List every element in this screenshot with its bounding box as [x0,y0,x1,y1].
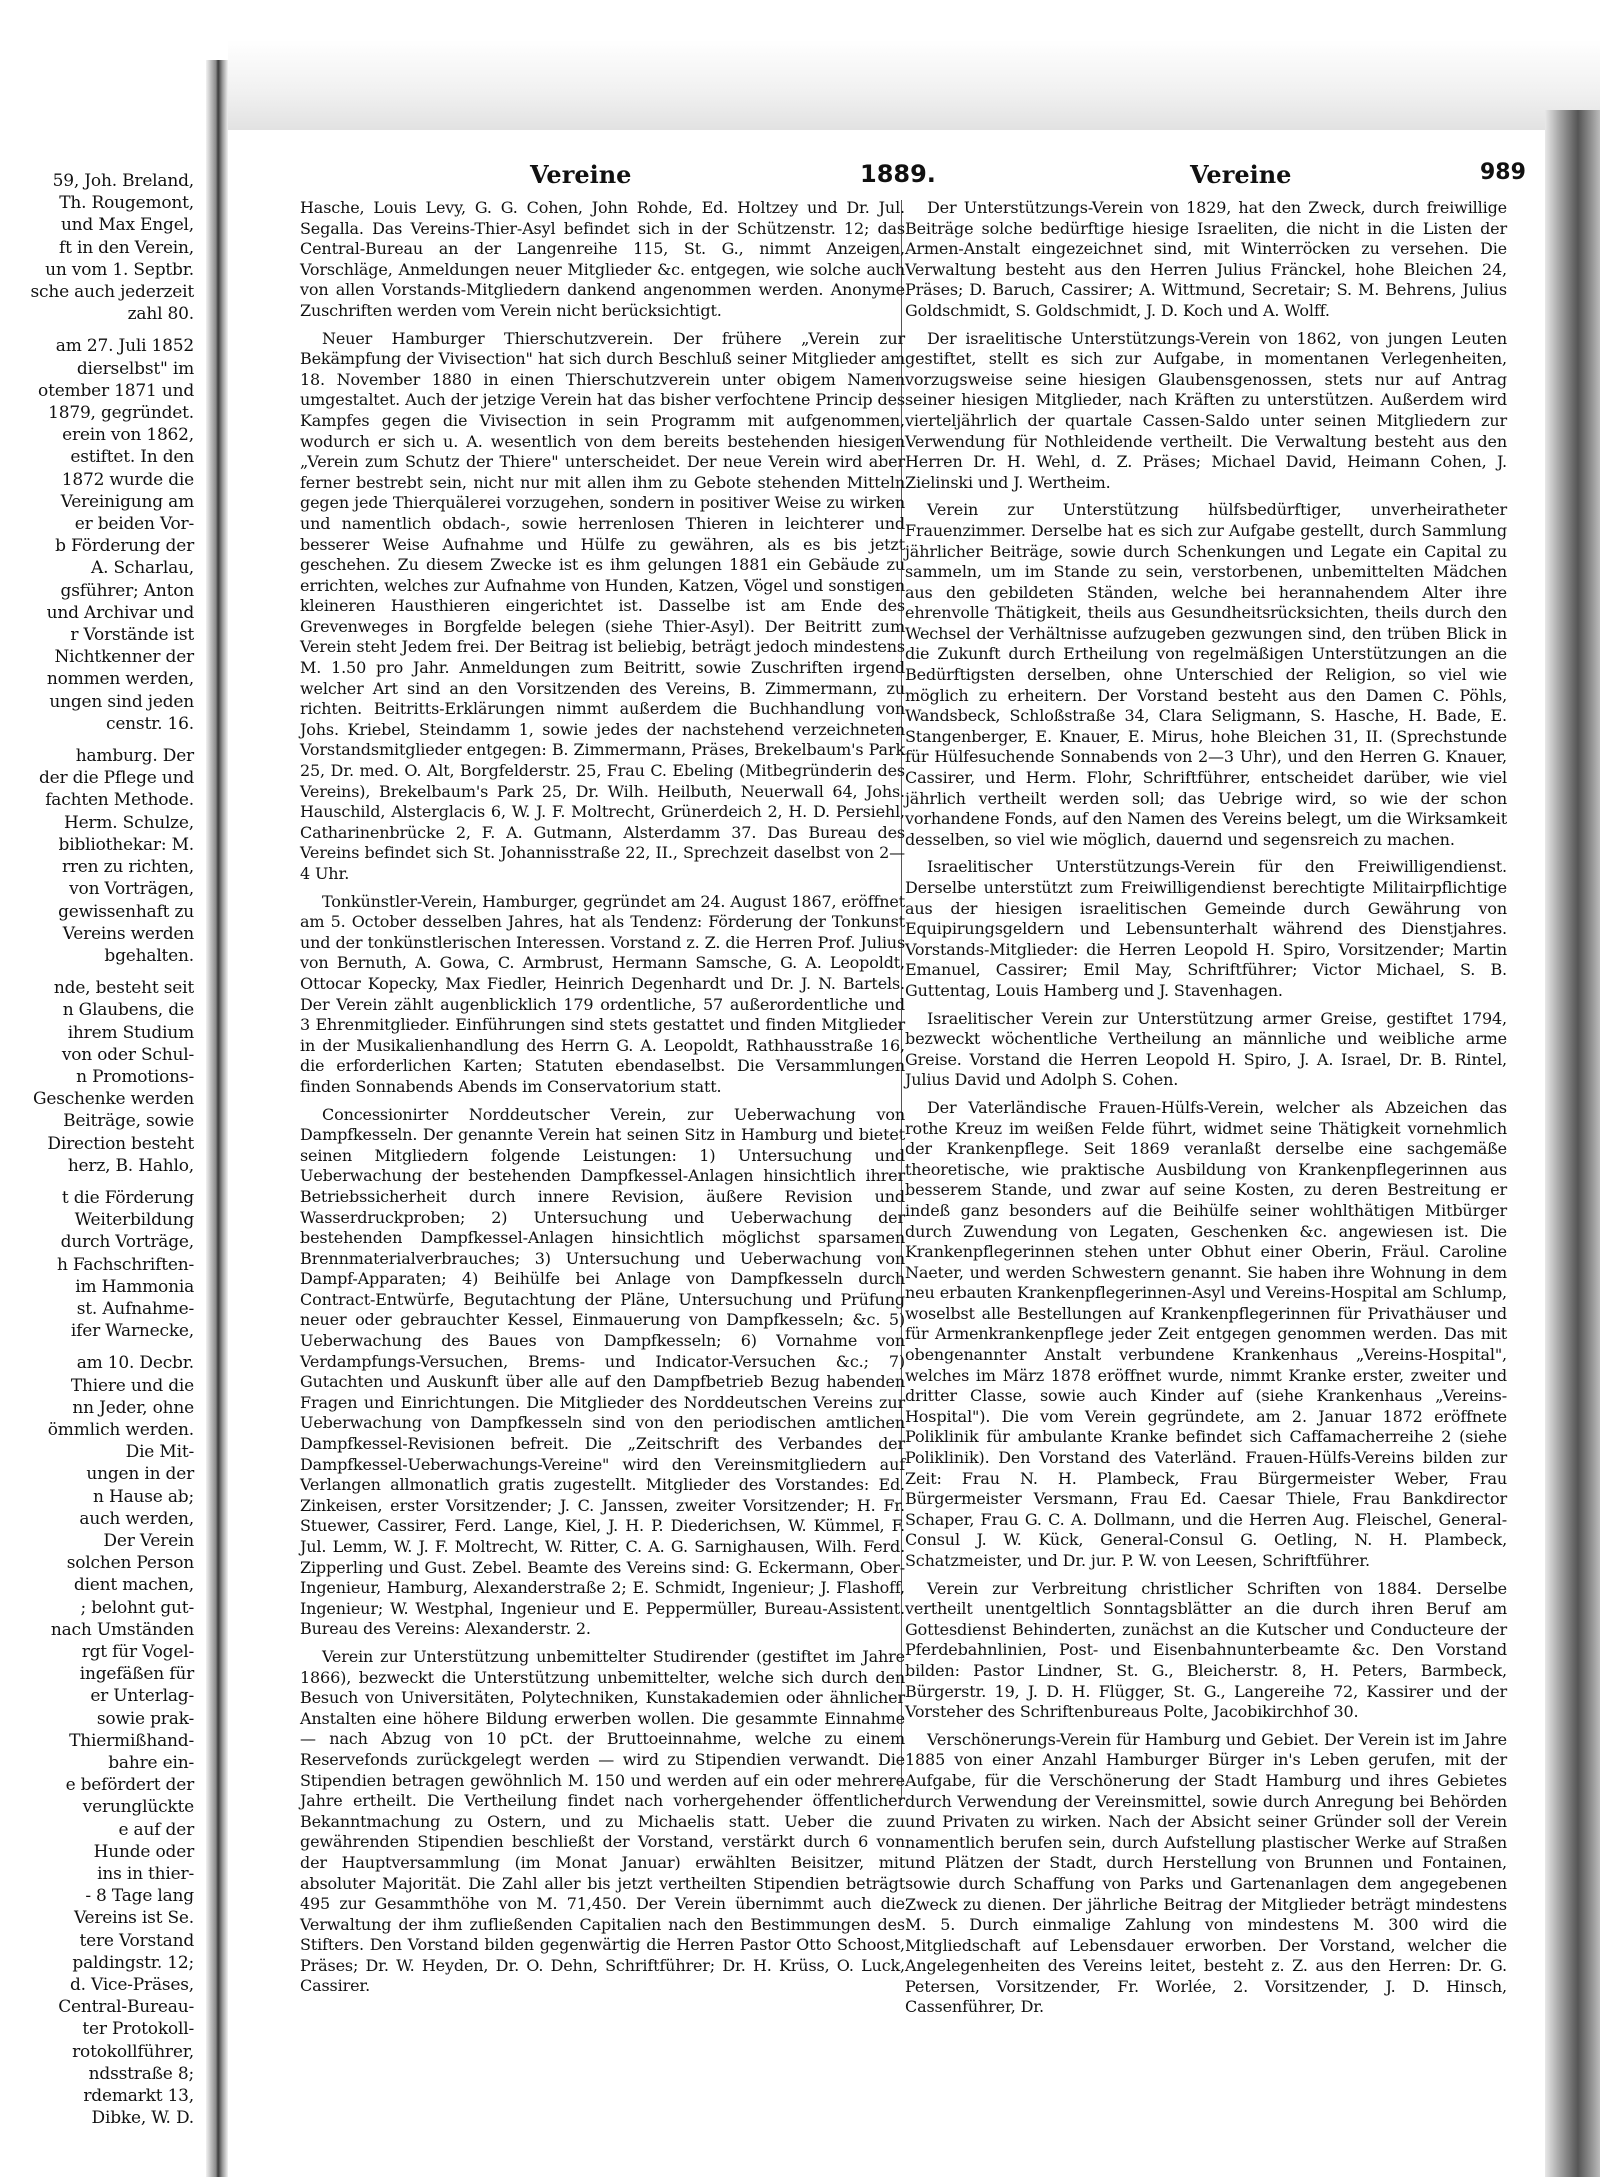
margin-line: Thiermißhand- [69,1730,194,1751]
margin-line: Thiere und die [70,1375,194,1396]
paragraph-freiwilligendienst-verein: Israelitischer Unterstützungs-Verein für den Freiwilligendienst. Derselbe unterstützt zum Freiwilligendienst berechtigte Militairpflichtige aus der hiesigen israelitischen Gemeinde durch Gewährung von Equipirungsgeldern und Lebensunterhalt während des Dienstjahres. Vorstands-Mitglieder: die Herren Leopold H. Spiro, Vorsitzender; Martin Emanuel, Cassirer; Emil May, Schriftführer; Victor Michael, S. B. Guttentag, Louis Hamberg und J. Stavenhagen. [905,857,1507,1000]
margin-line: d. Vice-Präses, [69,1975,194,1996]
margin-line: paldingstr. 12; [72,1952,194,1973]
paragraph-studirender-verein: Verein zur Unterstützung unbemittelter Studirender (gestiftet im Jahre 1866), bezweckt die Unterstützung unbemittelter, welche sich durch den Besuch von Universitäten, Polytechniken, Kunstakademien oder ähnlicher Anstalten eine höhere Bildung erwerben wollen. Die gesammte Einnahme — nach Abzug von 10 pCt. der Bruttoeinnahme, welche zu einem Reservefonds zurückgelegt werden — wird zu Stipendien verwandt. Die Stipendien betragen gewöhnlich M. 150 und werden auf ein oder mehrere Jahre ertheilt. Die Vertheilung findet nach vorhergehender öffentlicher Bekanntmachung zu Ostern, und zu Michaelis statt. Ueber die zu gewährenden Stipendien beschließt der Vorstand, verstärkt durch 6 von der Hauptversammlung (im Monat Januar) erwählten Beisitzer, mit absoluter Majorität. Die Zahl aller bis jetzt vertheilten Stipendien beträgt 495 zur Gesammthöhe von M. 71,450. Der Verein übernimmt auch die Verwaltung der ihm zufließenden Capitalien nach den Bestimmungen des Stifters. Den Vorstand bilden gegenwärtig die Herren Pastor Otto Schoost, Präses; Dr. W. Heyden, Dr. O. Dehn, Schriftführer; Dr. H. Krüss, O. Luck, Cassirer. [300,1646,905,1996]
margin-line: censtr. 16. [106,713,194,734]
margin-line: im Hammonia [75,1276,194,1297]
margin-line: rdemarkt 13, [83,2086,194,2107]
paragraph-israelitischer-verein-1862: Der israelitische Unterstützungs-Verein von 1862, von jungen Leuten gestiftet, stellt es sich zur Aufgabe, in momentanen Verlegenheiten, vorzugsweise seine hiesigen Glaubensgenossen, stets nur auf Antrag seiner hiesigen Mitglieder, nach Kräften zu unterstützen. Außerdem wird vierteljährlich der quartale Cassen-Saldo unter seinen Mitgliedern zur Verwendung für Nothleidende vertheilt. Die Verwaltung besteht aus den Herren Dr. H. Wehl, d. Z. Präses; Michael David, Heimann Cohen, J. Zielinski und J. Wertheim. [905,328,1507,492]
paragraph-greise-verein: Israelitischer Verein zur Unterstützung armer Greise, gestiftet 1794, bezweckt wöchentliche Vertheilung an männliche und weibliche arme Greise. Vorstand die Herren Leopold H. Spiro, J. A. Israel, Dr. B. Rintel, Julius David und Adolph S. Cohen. [905,1008,1507,1090]
margin-line: und Max Engel, [60,215,194,236]
margin-line: b Förderung der [55,536,194,557]
margin-line: von Vorträgen, [69,879,194,900]
margin-line: ifer Warnecke, [70,1321,194,1342]
margin-line: ndsstraße 8; [88,2063,194,2084]
margin-line: Direction besteht [47,1133,194,1154]
margin-line: ingefäßen für [79,1664,194,1685]
left-page-margin-text [0,170,200,2129]
margin-line: Th. Rougemont, [59,193,194,214]
margin-line: 1872 wurde die [61,469,194,490]
margin-line: Hunde oder [93,1841,194,1862]
margin-line: ungen sind jeden [49,691,194,712]
margin-line: otember 1871 und [38,380,194,401]
margin-line: Der Verein [103,1530,194,1551]
margin-gap [0,967,200,977]
margin-line: zahl 80. [127,304,194,325]
margin-line: nde, besteht seit [53,978,194,999]
margin-line: nommen werden, [46,669,194,690]
paragraph-unterstuetzungs-verein-1829: Der Unterstützungs-Verein von 1829, hat den Zweck, durch freiwillige Beiträge solche bedürftige hiesige Israeliten, die nicht in die Listen der Armen-Anstalt eingezeichnet sind, mit Winterröcken zu versehen. Die Verwaltung besteht aus den Herren Julius Fränckel, hohe Bleichen 24, Präses; D. Baruch, Cassirer; A. Wittmund, Secretair; S. M. Behrens, Julius Goldschmidt, S. Goldschmidt, J. D. Koch und A. Wolff. [905,198,1507,320]
margin-line: bgehalten. [104,945,194,966]
margin-line: Geschenke werden [32,1089,194,1110]
margin-line: ter Protokoll- [82,2019,194,2040]
margin-line: bahre ein- [108,1753,194,1774]
margin-line: herz, B. Hahlo, [67,1155,194,1176]
margin-line: ihrem Studium [67,1022,194,1043]
margin-line: e befördert der [65,1775,194,1796]
margin-line: sowie prak- [96,1708,194,1729]
page-header [300,160,1526,200]
paragraph-frauen-huelfs-verein: Der Vaterländische Frauen-Hülfs-Verein, welcher als Abzeichen das rothe Kreuz im weißen Felde führt, widmet seine Thätigkeit vornehmlich der Krankenpflege. Seit 1869 veranlaßt derselbe eine sachgemäße theoretische, wie praktische Ausbildung von Krankenpflegerinnen aus besserem Stande, und zwar auf seine Kosten, zu deren Bestreitung er indeß ganz besonders auf die Beihülfe seiner wohlthätigen Mitbürger durch Zuwendung von Legaten, Geschenken &c. angewiesen ist. Die Krankenpflegerinnen stehen unter Obhut einer Oberin, Fräul. Caroline Naeter, und werden Schwestern genannt. Sie haben ihre Wohnung in dem neu erbauten Krankenpflegerinnen-Asyl und Vereins-Hospital am Schlump, woselbst alle Bestellungen auf Krankenpflegerinnen für Privathäuser und für Armenkrankenpflege jeder Zeit entgegen genommen werden. Das mit obengenannter Anstalt verbundene Krankenhaus „Vereins-Hospital", welches im März 1878 eröffnet wurde, nimmt Kranke erster, zweiter und dritter Classe, sowie auch Kinder auf (siehe Krankenhaus „Vereins-Hospital"). Die vom Verein gegründete, am 2. Januar 1872 eröffnete Poliklinik für ambulante Kranke befindet sich Caffamacherreihe 2 (siehe Poliklinik). Den Vorstand des Vaterländ. Frauen-Hülfs-Vereins bilden zur Zeit: Frau N. H. Plambeck, Frau Bürgermeister Weber, Frau Bürgermeister Versmann, Frau Ed. Caesar Thiele, Frau Bankdirector Schaper, Frau G. C. A. Dollmann, und die Herren Aug. Fleischel, General-Consul J. W. Kück, General-Consul G. Oetling, N. H. Plambeck, Schatzmeister, und Dr. jur. P. W. von Leesen, Schriftführer. [905,1097,1507,1570]
margin-line: Central-Bureau- [58,1997,194,2018]
margin-line: ungen in der [86,1464,194,1485]
margin-line: der die Pflege und [38,768,194,789]
margin-line: nach Umständen [50,1619,194,1640]
header-right-title: Vereine [1190,160,1292,189]
margin-line: un vom 1. Septbr. [45,259,194,280]
margin-line: solchen Person [66,1553,194,1574]
margin-line: Vereinigung am [60,491,194,512]
margin-line: er beiden Vor- [74,514,194,535]
margin-line: durch Vorträge, [60,1232,194,1253]
paragraph-christliche-schriften-verein: Verein zur Verbreitung christlicher Schriften von 1884. Derselbe vertheilt unentgeltlich Sonntagsblätter an die durch ihren Beruf am Gottesdienst Behinderten, zunächst an die Kutscher und Conducteure der Pferdebahnlinien, Post- und Eisenbahnunterbeamte &c. Den Vorstand bilden: Pastor Lindner, St. G., Bleicherstr. 8, H. Peters, Barmbeck, Bürgerstr. 19, J. D. H. Flügger, St. G., Langereihe 72, Kassirer und der Vorsteher des Schriftenbureaus Polte, Jacobikirchhof 30. [905,1578,1507,1722]
book-spine [206,60,228,2177]
margin-line: fachten Methode. [45,790,194,811]
paragraph-verschoenerungs-verein: Verschönerungs-Verein für Hamburg und Gebiet. Der Verein ist im Jahre 1885 von einer Anzahl Hamburger Bürger in's Leben gerufen, mit der Aufgabe, für die Verschönerung der Stadt Hamburg und ihres Gebietes durch Verwendung der Vereinsmittel, sowie durch Anregung bei Behörden und Privaten zu wirken. Nach der Absicht seiner Gründer soll der Verein namentlich berufen sein, durch Aufstellung plastischer Werke auf Straßen und Plätzen der Stadt, durch Herstellung von Brunnen und Fontainen, sowie durch Schaffung von Parks und Gartenanlagen dem angegebenen Zweck zu dienen. Der jährliche Beitrag der Mitglieder beträgt mindestens M. 5. Durch einmalige Zahlung von mindestens M. 300 wird die Mitgliedschaft auf Lebensdauer erworben. Der Vorstand, welcher die Angelegenheiten des Vereins leitet, besteht z. Z. aus den Herren: Dr. G. Petersen, Vorsitzender, Fr. Worlée, 2. Vorsitzender, J. D. Hinsch, Cassenführer, Dr. [905,1729,1507,2017]
margin-line: ömmlich werden. [47,1419,194,1440]
margin-line: nn Jeder, ohne [72,1397,194,1418]
margin-line: Die Mit- [125,1442,194,1463]
margin-line: sche auch jederzeit [30,282,194,303]
margin-line: ins in thier- [97,1864,194,1885]
margin-line: am 27. Juli 1852 [55,336,194,357]
left-column [300,198,905,2004]
paragraph-frauenzimmer-verein: Verein zur Unterstützung hülfsbedürftiger, unverheiratheter Frauenzimmer. Derselbe hat es sich zur Aufgabe gestellt, durch Sammlung jährlicher Beiträge, sowie durch Schenkungen und Legate ein Capital zu sammeln, um im Stande zu sein, verstorbenen, unbemittelten Mädchen aus den gebildeten Ständen, welche bei herannahendem Alter ihre ehrenvolle Thätigkeit, theils aus Gesundheitsrücksichten, theils durch den Wechsel der Verhältnisse aufzugeben gezwungen sind, den trüben Blick in die Zukunft durch Ertheilung von regelmäßigen Unterstützungen an die Bedürftigsten derselben, ohne Unterschied der Religion, so viel wie möglich zu erheitern. Der Vorstand besteht aus den Damen C. Pöhls, Wandsbeck, Schloßstraße 34, Clara Seligmann, S. Hasche, H. Bade, E. Stangenberger, E. Knauer, E. Mirus, hohe Bleichen 31, II. (Sprechstunde für Hülfesuchende Sonnabends von 2—3 Uhr), und den Herren G. Knauer, Cassirer, und Herm. Flohr, Schriftführer, entscheidet darüber, wie viel jährlich vertheilt werden soll; das Uebrige wird, so wie der schon vorhandene Fonds, auf den Namen des Vereins belegt, um die Wirksamkeit desselben, so viel wie möglich, dauernd und segensreich zu machen. [905,500,1507,849]
margin-line: dierselbst" im [76,358,194,379]
paragraph-thierschutz-continuation: Hasche, Louis Levy, G. G. Cohen, John Rohde, Ed. Holtzey und Dr. Jul. Segalla. Das Vereins-Thier-Asyl befindet sich in der Schützenstr. 12; das Central-Bureau an der Langenreihe 115, St. G., nimmt Anzeigen, Vorschläge, Anmeldungen neuer Mitglieder &c. entgegen, wie solche auch von allen Vorstands-Mitgliedern dankend angenommen werden. Anonyme Zuschriften werden vom Verein nicht berücksichtigt. [300,198,905,320]
margin-line: Dibke, W. D. [91,2108,194,2129]
margin-line: von oder Schul- [61,1044,194,1065]
right-column [905,198,1507,2025]
margin-line: Herm. Schulze, [63,812,194,833]
header-left-title: Vereine [530,160,632,189]
margin-line: und Archivar und [46,602,194,623]
margin-line: Nichtkenner der [54,647,194,668]
margin-line: er Unterlag- [90,1686,194,1707]
margin-gap [0,735,200,745]
margin-line: am 10. Decbr. [76,1353,194,1374]
margin-gap [0,1177,200,1187]
margin-line: rgt für Vogel- [81,1642,194,1662]
margin-line: st. Aufnahme- [76,1298,194,1319]
margin-line: gewissenhaft zu [58,901,194,922]
margin-gap [0,325,200,335]
margin-line: estiftet. In den [70,447,194,468]
margin-line: Vereins werden [62,923,194,944]
margin-line: ft in den Verein, [59,237,194,258]
margin-line: 59, Joh. Breland, [52,171,194,191]
header-year: 1889. [860,160,936,188]
margin-line: Vereins ist Se. [74,1908,194,1929]
margin-line: rren zu richten, [61,857,194,878]
margin-line: hamburg. Der [75,746,194,767]
margin-line: auch werden, [79,1508,194,1529]
margin-line: Beiträge, sowie [63,1111,194,1132]
margin-line: n Glaubens, die [62,1000,194,1021]
margin-line: n Hause ab; [93,1486,194,1507]
margin-line: rotokollführer, [72,2041,194,2062]
margin-gap [0,1342,200,1352]
margin-line: Weiterbildung [74,1210,194,1231]
margin-line: tere Vorstand [79,1930,194,1951]
paragraph-neuer-thierschutzverein: Neuer Hamburger Thierschutzverein. Der frühere „Verein zur Bekämpfung der Vivisection" hat sich durch Beschluß seiner Mitglieder am 18. November 1880 in einen Thierschutzverein unter obigem Namen umgestaltet. Auch der jetzige Verein hat das bisher verfochtene Princip des Kampfes gegen die Vivisection in sein Programm mit aufgenommen, wodurch er sich u. A. wesentlich von dem bereits bestehenden hiesigen „Verein zum Schutz der Thiere" unterscheidet. Der neue Verein wird aber ferner bestrebt sein, nicht nur mit allen ihm zu Gebote stehenden Mitteln gegen jede Thierquälerei vorzugehen, sondern in positiver Weise zu wirken und namentlich obdach-, sowie herrenlosen Thieren in leichterer und besserer Weise Aufnahme und Hülfe zu gewähren, als es bis jetzt geschehen. Zu diesem Zwecke ist es ihm gelungen 1881 ein Gebäude zu errichten, welches zur Aufnahme von Hunden, Katzen, Vögel und sonstigen kleineren Hausthieren eingerichtet ist. Dasselbe ist am Ende des Grevenweges in Borgfelde belegen (siehe Thier-Asyl). Der Beitritt zum Verein steht Jedem frei. Der Beitrag ist beliebig, beträgt jedoch mindestens M. 1.50 pro Jahr. Anmeldungen zum Beitritt, sowie Zuschriften irgend welcher Art sind an den Vorsitzenden des Vereins, B. Zimmermann, zu richten. Beitritts-Erklärungen nimmt außerdem die Buchhandlung von Johs. Kriebel, Steindamm 1, sowie jedes der nachstehend verzeichneten Vorstandsmitglieder entgegen: B. Zimmermann, Präses, Brekelbaum's Park 25, Dr. med. O. Alt, Borgfelderstr. 25, Frau C. Ebeling (Mitbegründerin des Vereins), Brekelbaum's Park 25, Dr. Wilh. Heilbuth, Neuerwall 64, Johs. Hauschild, Alsterglacis 6, W. J. F. Moltrecht, Grünerdeich 2, H. D. Persiehl, Catharinenbrücke 2, F. A. Gutmann, Alsterdamm 37. Das Bureau des Vereins befindet sich St. Johannisstraße 22, II., Sprechzeit daselbst von 2—4 Uhr. [300,328,905,883]
margin-line: erein von 1862, [62,425,194,446]
margin-line: 1879, gegründet. [48,403,194,424]
margin-line: gsführer; Anton [60,580,194,601]
margin-line: r Vorstände ist [70,625,194,646]
margin-line: n Promotions- [76,1066,194,1087]
margin-line: verunglückte [82,1797,194,1818]
page-number: 989 [1480,160,1526,185]
margin-line: bibliothekar: M. [58,834,194,855]
margin-line: ; belohnt gut- [80,1597,194,1618]
margin-line: e auf der [118,1819,194,1840]
margin-line: A. Scharlau, [91,558,194,579]
page-right-edge [1545,110,1600,2177]
paragraph-dampfkessel-verein: Concessionirter Norddeutscher Verein, zur Ueberwachung von Dampfkesseln. Der genannte Verein hat seinen Sitz in Hamburg und bietet seinen Mitgliedern folgende Leistungen: 1) Untersuchung und Ueberwachung der bestehenden Dampfkessel-Anlagen hinsichtlich ihrer Betriebssicherheit durch innere Revision, äußere Revision und Wasserdruckproben; 2) Untersuchung und Ueberwachung der bestehenden Dampfkessel-Anlagen hinsichtlich möglichst sparsamen Brennmaterialverbrauches; 3) Untersuchung und Ueberwachung von Dampf-Apparaten; 4) Beihülfe bei Anlage von Dampfkesseln durch Contract-Entwürfe, Begutachtung der Pläne, Untersuchung und Prüfung neuer oder gebrauchter Kessel, Einmauerung von Dampfkesseln; &c. 5) Ueberwachung des Baues von Dampfkesseln; 6) Vornahme von Verdampfungs-Versuchen, Brems- und Indicator-Versuchen &c.; 7) Gutachten und Auskunft über alle auf den Dampfbetrieb Bezug habenden Fragen und Einrichtungen. Die Mitglieder des Norddeutschen Vereins zur Ueberwachung von Dampfkesseln sind von den periodischen amtlichen Dampfkessel-Revisionen befreit. Die „Zeitschrift des Verbandes der Dampfkessel-Ueberwachungs-Vereine" wird den Vereinsmitgliedern auf Verlangen allmonatlich gratis zugestellt. Mitglieder des Vorstandes: Ed. Zinkeisen, erster Vorsitzender; J. C. Janssen, zweiter Vorsitzender; H. Fr. Stuewer, Cassirer, Ferd. Lange, Kiel, J. H. P. Diederichsen, W. Kümmel, F. Jul. Lemm, W. J. F. Moltrecht, W. Ritter, C. A. G. Sarnighausen, Wilh. Ferd. Zipperling und Gust. Zebel. Beamte des Vereins sind: G. Eckermann, Ober-Ingenieur, Hamburg, Alexanderstraße 2; E. Schmidt, Ingenieur; J. Flashoff, Ingenieur; W. Westphal, Ingenieur und E. Peppermüller, Bureau-Assistent. Bureau des Vereins: Alexanderstr. 2. [300,1104,905,1639]
page-top-shadow [228,40,1600,130]
margin-line: t die Förderung [61,1187,194,1208]
margin-line: dient machen, [73,1575,194,1596]
margin-line: - 8 Tage lang [85,1886,194,1907]
paragraph-tonkuenstler-verein: Tonkünstler-Verein, Hamburger, gegründet am 24. August 1867, eröffnet am 5. October desselben Jahres, hat als Tendenz: Förderung der Tonkunst und der tonkünstlerischen Interessen. Vorstand z. Z. die Herren Prof. Julius von Bernuth, A. Gowa, C. Armbrust, Hermann Samsche, G. A. Leopoldt, Ottocar Kopecky, Max Fiedler, Heinrich Degenhardt und Dr. J. N. Bartels. Der Verein zählt augenblicklich 179 ordentliche, 57 außerordentliche und 3 Ehrenmitglieder. Einführungen sind stets gestattet und finden Mitglieder in der Musikalienhandlung des Herrn G. A. Leopoldt, Rathhausstraße 16, die erforderlichen Karten; Statuten ebendaselbst. Die Versammlungen finden Sonnabends Abends im Conservatorium statt. [300,891,905,1096]
margin-line: h Fachschriften- [56,1254,194,1275]
